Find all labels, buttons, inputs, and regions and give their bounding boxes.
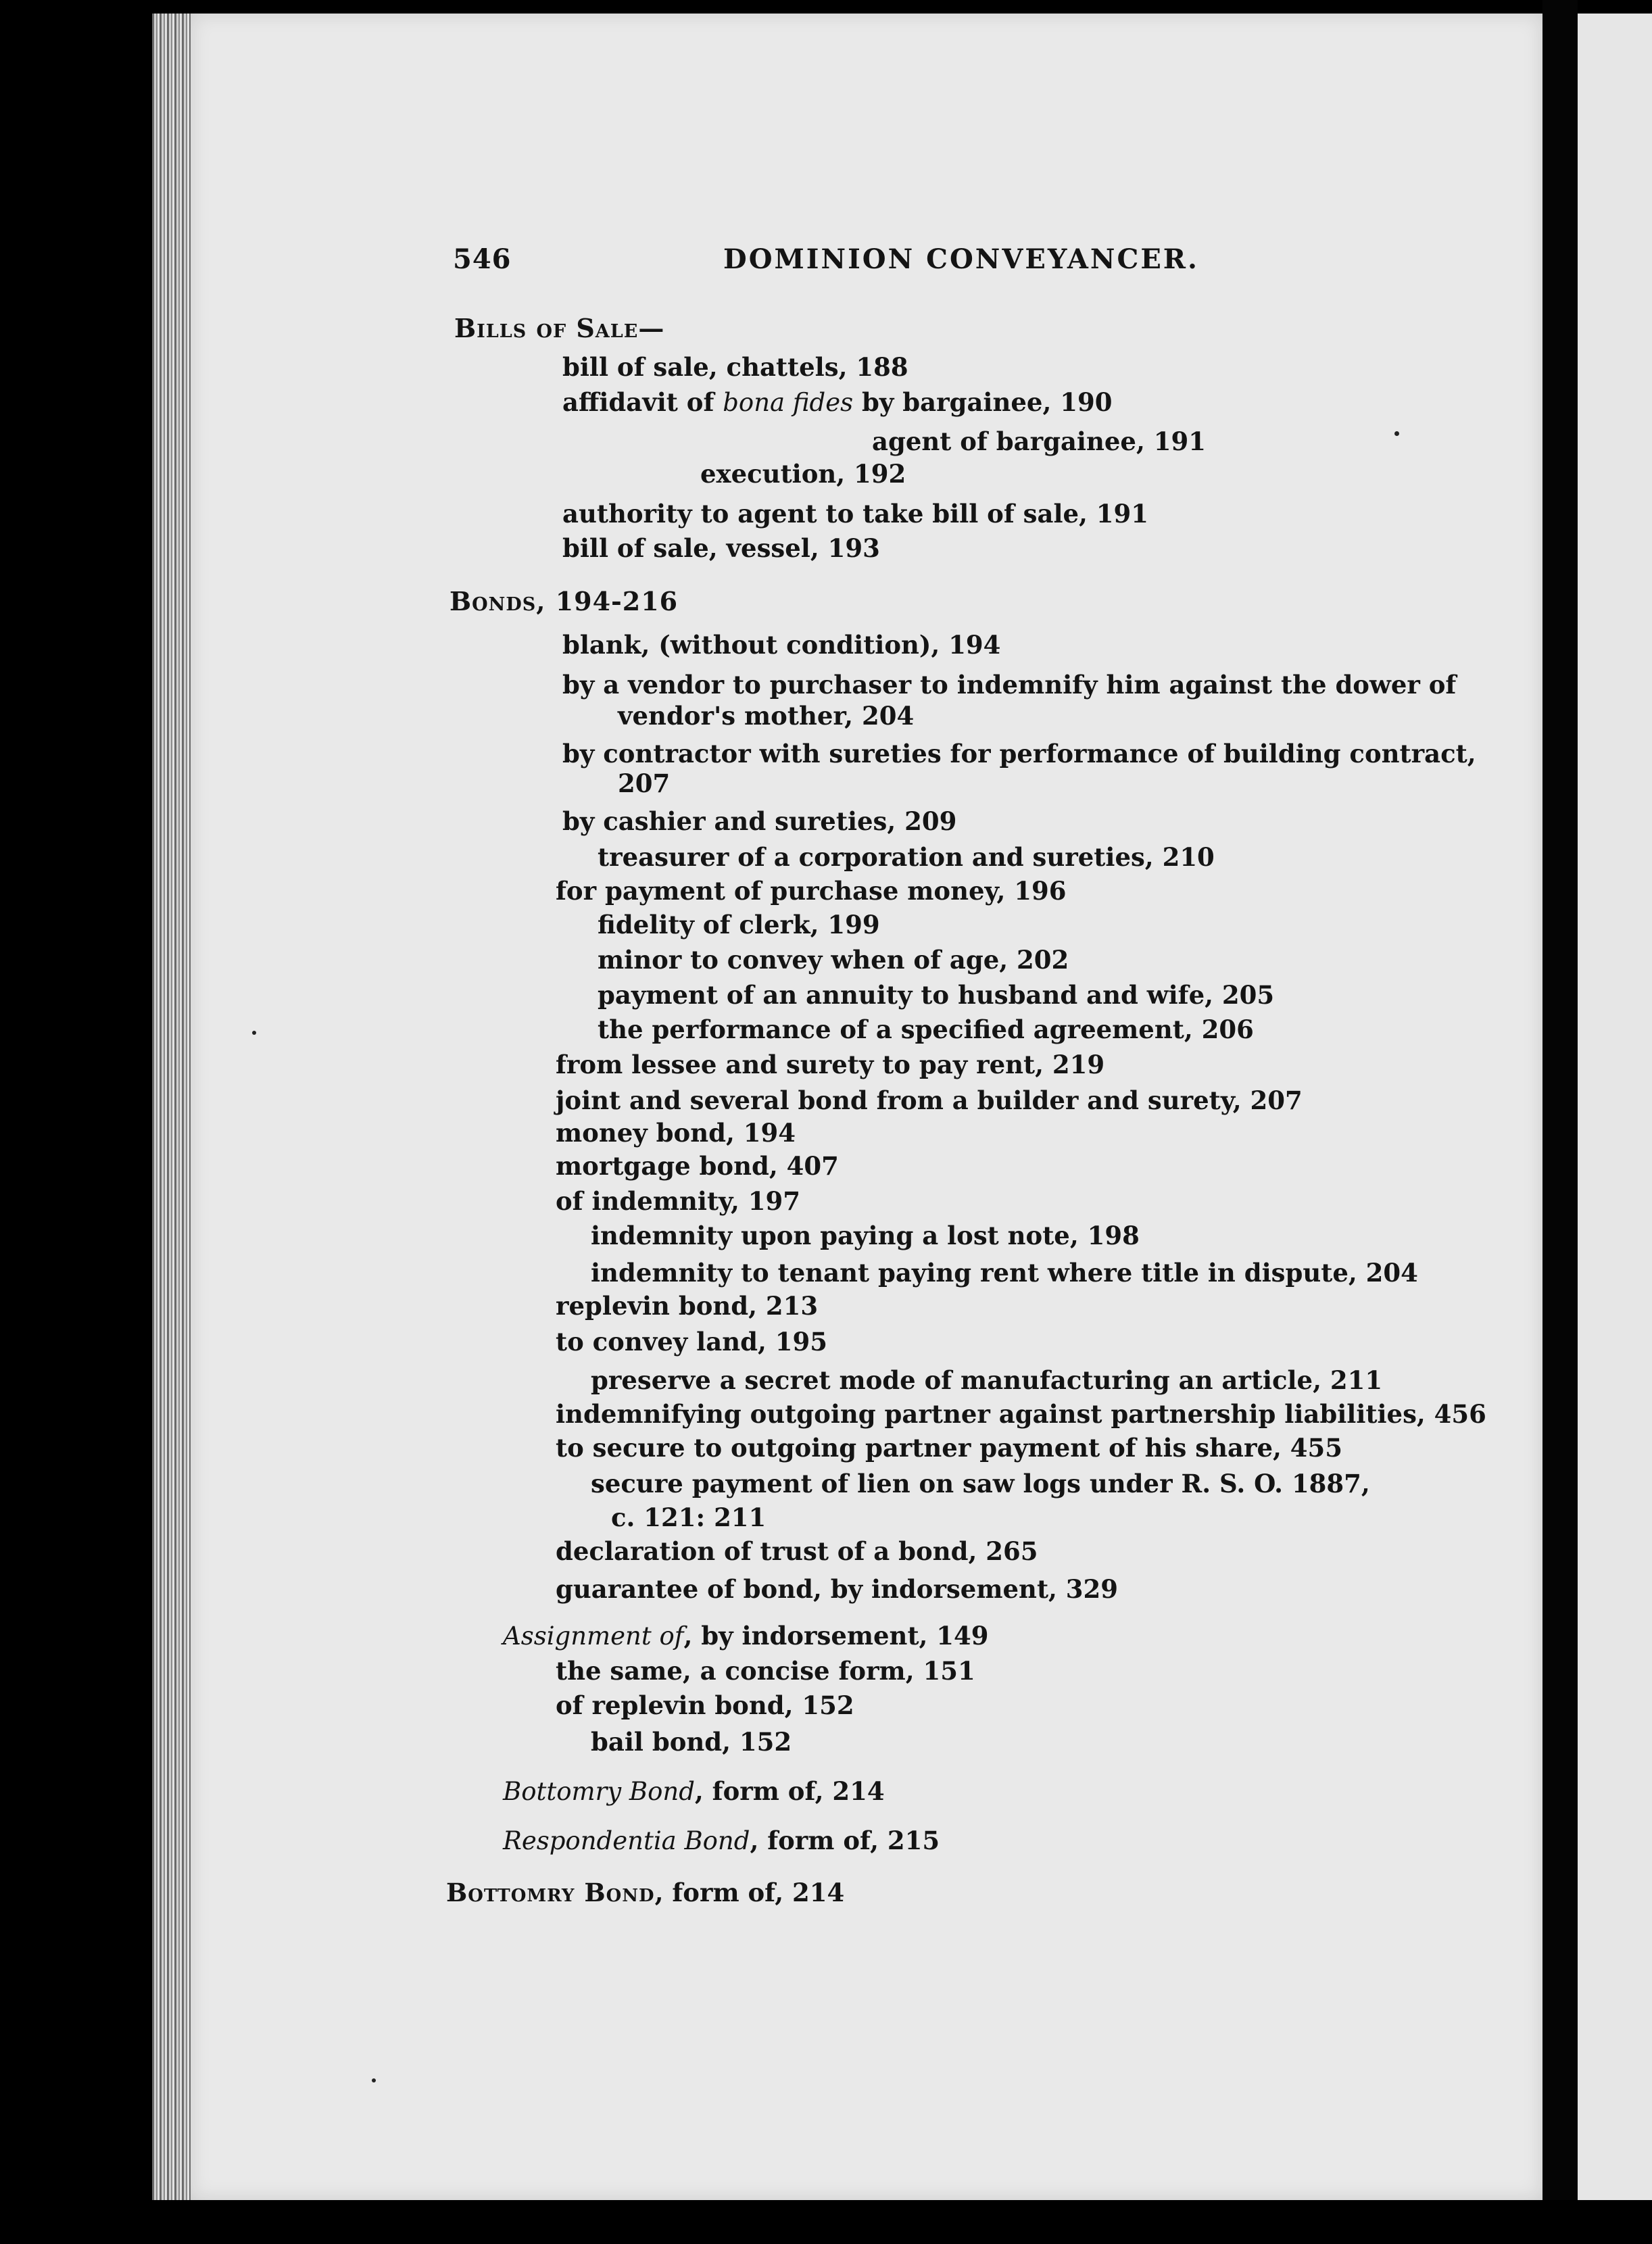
index-line: c. 121: 211: [611, 1503, 767, 1532]
index-line: fidelity of clerk, 199: [598, 910, 880, 940]
index-italic-text: Assignment of: [503, 1621, 684, 1651]
index-text: , form of, 215: [750, 1826, 940, 1855]
index-line: money bond, 194: [556, 1118, 796, 1148]
index-line: by cashier and sureties, 209: [562, 806, 957, 836]
index-line: agent of bargainee, 191: [872, 426, 1206, 456]
index-text: , form of, 214: [654, 1878, 845, 1907]
index-line: payment of an annuity to husband and wife, 205: [598, 980, 1275, 1010]
index-line: minor to convey when of age, 202: [598, 945, 1069, 975]
index-line: authority to agent to take bill of sale, 191: [562, 499, 1149, 529]
index-line: declaration of trust of a bond, 265: [556, 1536, 1038, 1566]
index-line: indemnifying outgoing partner against partnership liabilities, 456: [556, 1399, 1486, 1429]
scan-speck: [1394, 431, 1399, 436]
index-line: preserve a secret mode of manufacturing an article, 211: [591, 1365, 1383, 1395]
index-text: , form of, 214: [694, 1776, 885, 1806]
index-line: [503, 1827, 940, 1855]
heading-text: Bottomry Bond: [446, 1878, 655, 1907]
running-title: DOMINION CONVEYANCER.: [723, 243, 1199, 275]
index-line: joint and several bond from a builder and surety, 207: [556, 1086, 1303, 1115]
index-line: indemnity to tenant paying rent where title in dispute, 204: [591, 1258, 1418, 1288]
index-line: mortgage bond, 407: [556, 1151, 839, 1181]
index-italic-text: Bottomry Bond: [503, 1777, 695, 1806]
index-line: of indemnity, 197: [556, 1186, 800, 1216]
index-line: secure payment of lien on saw logs under R. S. O. 1887,: [591, 1469, 1370, 1498]
index-line: to convey land, 195: [556, 1327, 827, 1357]
index-line: vendor's mother, 204: [618, 701, 915, 731]
index-text: , by indorsement, 149: [683, 1621, 989, 1651]
index-text: affidavit of: [562, 387, 723, 417]
index-line: from lessee and surety to pay rent, 219: [556, 1050, 1105, 1079]
index-line: of replevin bond, 152: [556, 1690, 854, 1720]
page-number: 546: [453, 243, 512, 275]
index-line: replevin bond, 213: [556, 1291, 819, 1321]
index-italic-text: bona fides: [723, 388, 854, 417]
scan-speck: [252, 1031, 256, 1035]
index-line: indemnity upon paying a lost note, 198: [591, 1221, 1140, 1250]
index-line: execution, 192: [700, 459, 906, 489]
index-line: to secure to outgoing partner payment of his share, 455: [556, 1433, 1342, 1463]
index-line: by contractor with sureties for performance of building contract,: [562, 739, 1476, 769]
index-line: [562, 389, 1112, 416]
index-line: blank, (without condition), 194: [562, 630, 1001, 660]
index-line: [503, 1622, 989, 1650]
scan-speck: [372, 2078, 376, 2082]
heading-bottomry-bond: [446, 1879, 844, 1906]
index-line: for payment of purchase money, 196: [556, 876, 1067, 906]
index-text: by bargainee, 190: [853, 387, 1113, 417]
index-line: treasurer of a corporation and sureties, 210: [598, 842, 1215, 872]
index-line: bill of sale, vessel, 193: [562, 533, 880, 563]
index-italic-text: Respondentia Bond: [503, 1826, 750, 1855]
index-line: by a vendor to purchaser to indemnify him against the dower of: [562, 670, 1457, 700]
index-line: bill of sale, chattels, 188: [562, 352, 908, 382]
index-line: bail bond, 152: [591, 1727, 792, 1757]
index-line: [503, 1778, 885, 1805]
heading-bills-of-sale: Bills of Sale—: [454, 313, 665, 343]
index-line: the same, a concise form, 151: [556, 1656, 975, 1686]
heading-bonds: Bonds, 194-216: [450, 586, 679, 616]
index-line: 207: [618, 769, 671, 798]
index-line: the performance of a specified agreement, 206: [598, 1015, 1254, 1044]
index-line: guarantee of bond, by indorsement, 329: [556, 1574, 1119, 1604]
